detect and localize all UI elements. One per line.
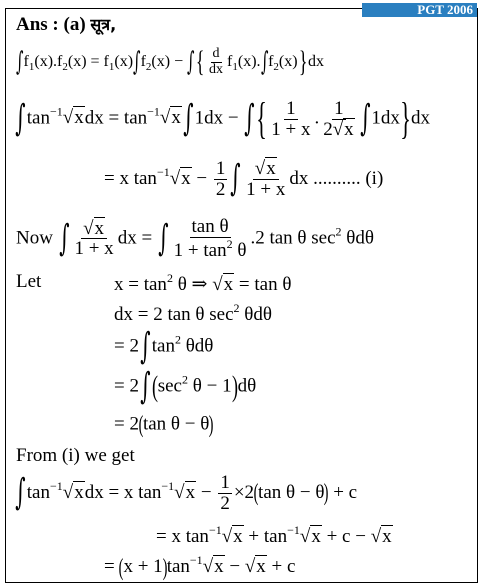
answer-box bbox=[5, 3, 478, 583]
final-answer: = $(x + 1)\tan^{-1}√x - √x + c$ bbox=[104, 553, 296, 581]
let-word: Let bbox=[16, 271, 42, 292]
step-tan-squared: = $2\int\tan^2$ θdθ bbox=[114, 326, 214, 367]
from-line bbox=[16, 445, 135, 467]
substitution-x: $x = \tan^2 \theta$ ⇒ √x = tan θ bbox=[114, 271, 292, 295]
substitution-dx: dx = 2 tan θ $\sec^2 \theta d\theta$ bbox=[114, 301, 272, 325]
equation-tag: .......... (i) bbox=[313, 167, 384, 189]
let-line bbox=[16, 271, 41, 293]
by-parts-formula: $\int f_1(x).f_2(x) = f_1(x)\int f_2(x)$ − ∫{ $\frac{d}{dx}$ $f_1(x).\int f_2(x)\}dx$ bbox=[16, 45, 324, 79]
paper-tag: PGT 2006 bbox=[362, 3, 477, 17]
hindi-formula-word: सूत्र, bbox=[90, 15, 117, 34]
step-result: = 2(tan θ − θ) bbox=[114, 412, 214, 438]
from-words: From (i) we get bbox=[16, 445, 135, 466]
answer-label: Ans : bbox=[16, 14, 59, 35]
substitution-now: Now ∫ $\frac{√x}{1 + x}$ dx = ∫ $\frac{\text{tan θ}}{1 + \tan^2 \theta}$ .2 tan θ $\sec^2 \theta d\theta$ bbox=[16, 216, 374, 261]
now-word: Now bbox=[16, 227, 53, 249]
integral-expansion: $\int\tan^{-1}√xdx = \tan^{-1}√x\int 1dx$ − ∫{ $\frac{1}{1 + x}$ . $\frac{1}{2√x}$ ∫1dx}dx bbox=[15, 94, 431, 143]
final-step-2: = x $\tan^{-1}√x + \tan^{-1}√x + c - √x$ bbox=[156, 523, 392, 547]
equation-i: = x $\tan^{-1}√x$ − $\frac{1}{2}$ ∫ $\frac{√x}{1 + x}$ dx .......... (i) bbox=[104, 158, 384, 200]
final-step-1: $\int\tan^{-1}√xdx = x$ $\tan^{-1}√x$ − $\frac{1}{2}$ ×2(tan θ − θ) + c bbox=[15, 472, 358, 514]
step-sec-squared: = $2\int(\sec^2$ θ − 1)dθ bbox=[114, 366, 257, 407]
answer-header bbox=[16, 13, 116, 36]
answer-option: (a) bbox=[63, 14, 86, 35]
